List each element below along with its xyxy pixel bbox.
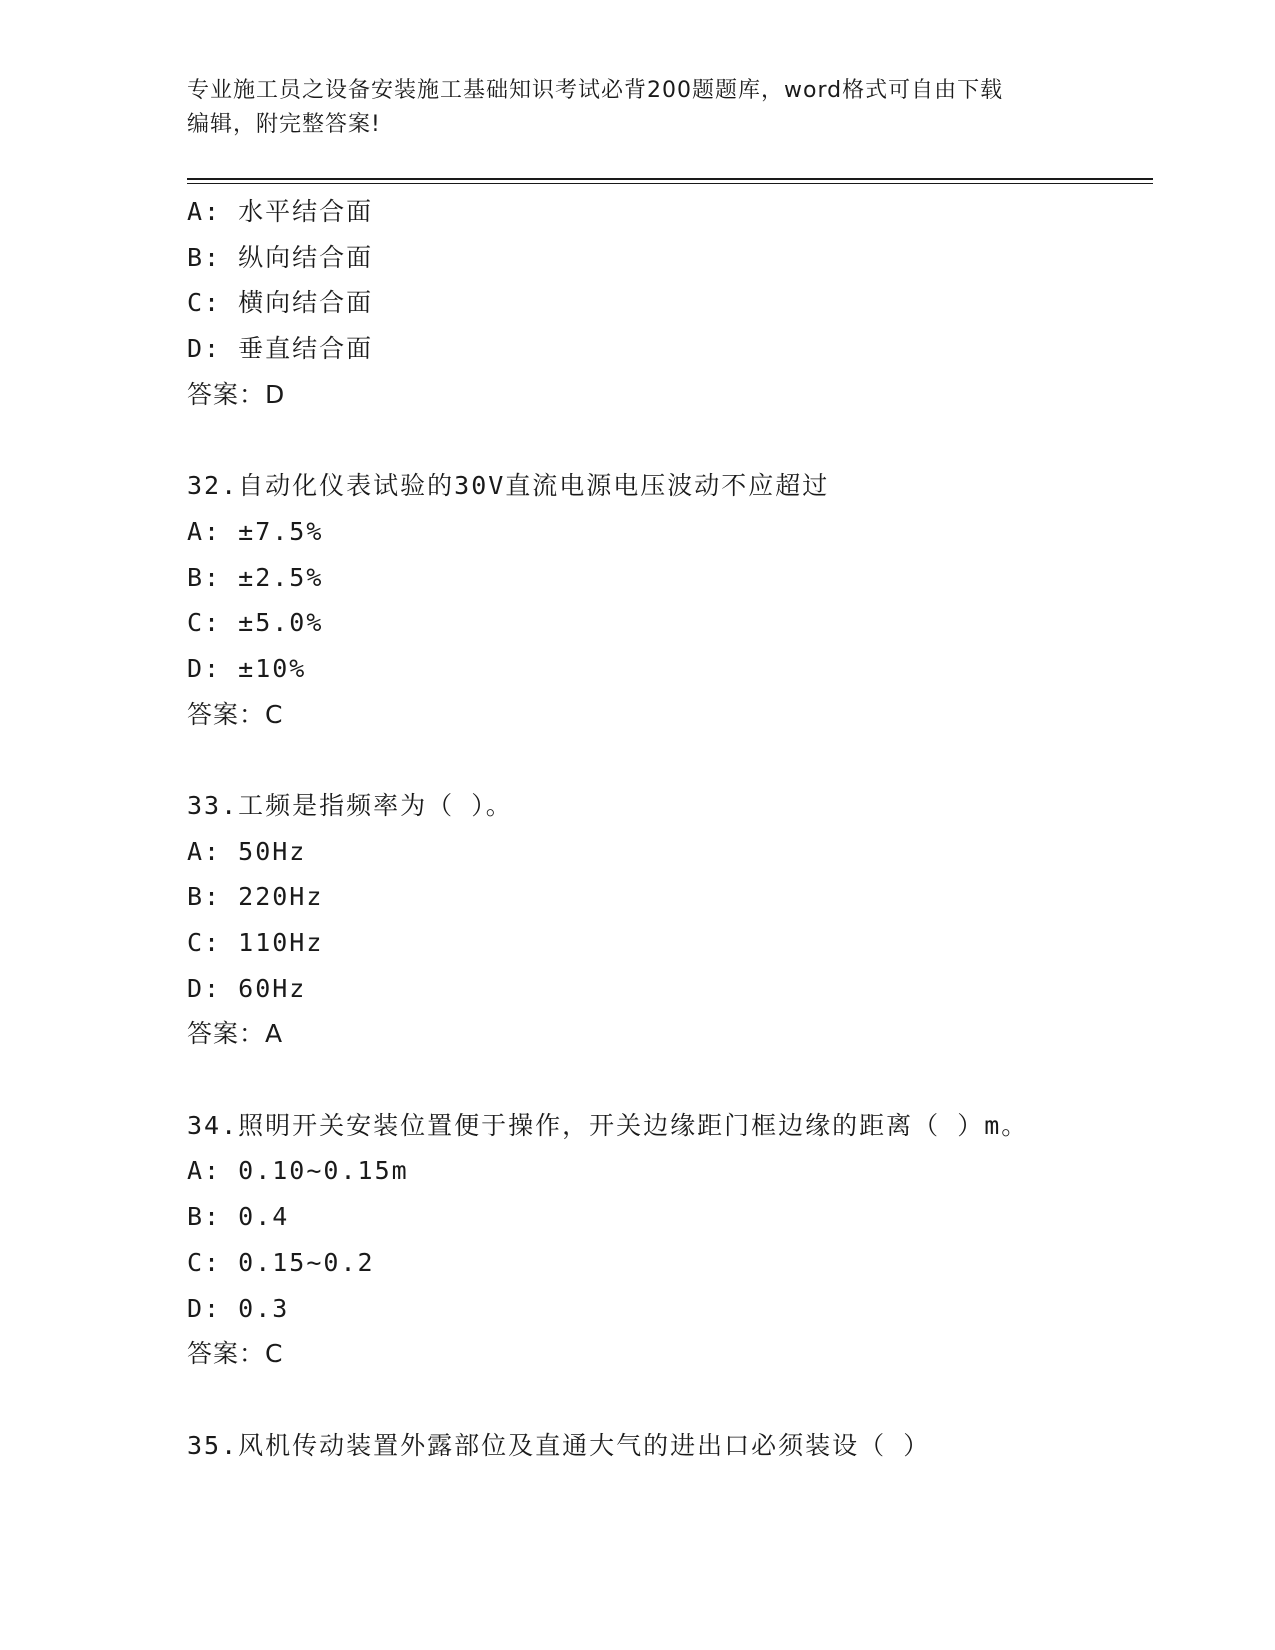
option-a: A: 水平结合面 <box>187 197 374 226</box>
option-c: C: 110Hz <box>187 928 324 957</box>
option-c: C: ±5.0% <box>187 608 324 638</box>
option-d: D: 垂直结合面 <box>187 334 374 364</box>
spacer <box>187 1377 1153 1423</box>
answer: 答案：A <box>187 1019 284 1049</box>
header-line-2: 编辑，附完整答案! <box>187 112 381 137</box>
option-d: D: 60Hz <box>187 973 307 1003</box>
question-31 <box>187 189 1153 417</box>
question-text: 35.风机传动装置外露部位及直通大气的进出口必须装设（ ） <box>187 1430 931 1460</box>
option-a: A: 50Hz <box>187 836 307 866</box>
option-d: D: ±10% <box>187 653 307 683</box>
answer: 答案：C <box>187 699 284 729</box>
document-header <box>187 74 1077 142</box>
question-34 <box>187 1103 1153 1377</box>
answer: 答案：C <box>187 1339 284 1369</box>
header-divider-thin <box>187 183 1153 184</box>
question-35 <box>187 1423 1153 1469</box>
question-text: 33.工频是指频率为（ ）。 <box>187 790 513 820</box>
option-a: A: ±7.5% <box>187 516 324 546</box>
question-text: 32.自动化仪表试验的30V直流电源电压波动不应超过 <box>187 471 830 501</box>
option-b: B: ±2.5% <box>187 562 324 592</box>
option-b: B: 纵向结合面 <box>187 242 374 272</box>
option-b: B: 220Hz <box>187 882 324 912</box>
spacer <box>187 737 1153 783</box>
spacer <box>187 417 1153 463</box>
question-list <box>187 189 1153 1468</box>
option-b: B: 0.4 <box>187 1202 290 1232</box>
option-c: C: 0.15~0.2 <box>187 1247 375 1277</box>
header-line-1: 专业施工员之设备安装施工基础知识考试必背200题题库，word格式可自由下载 <box>187 78 1004 103</box>
option-d: D: 0.3 <box>187 1293 290 1323</box>
spacer <box>187 1057 1153 1103</box>
option-c: C: 横向结合面 <box>187 288 374 318</box>
question-33 <box>187 783 1153 1057</box>
question-text: 34.照明开关安装位置便于操作，开关边缘距门框边缘的距离（ ）m。 <box>187 1110 1029 1140</box>
question-32 <box>187 463 1153 737</box>
header-divider-thick <box>187 178 1153 180</box>
option-a: A: 0.10~0.15m <box>187 1156 409 1186</box>
answer: 答案：D <box>187 379 286 409</box>
